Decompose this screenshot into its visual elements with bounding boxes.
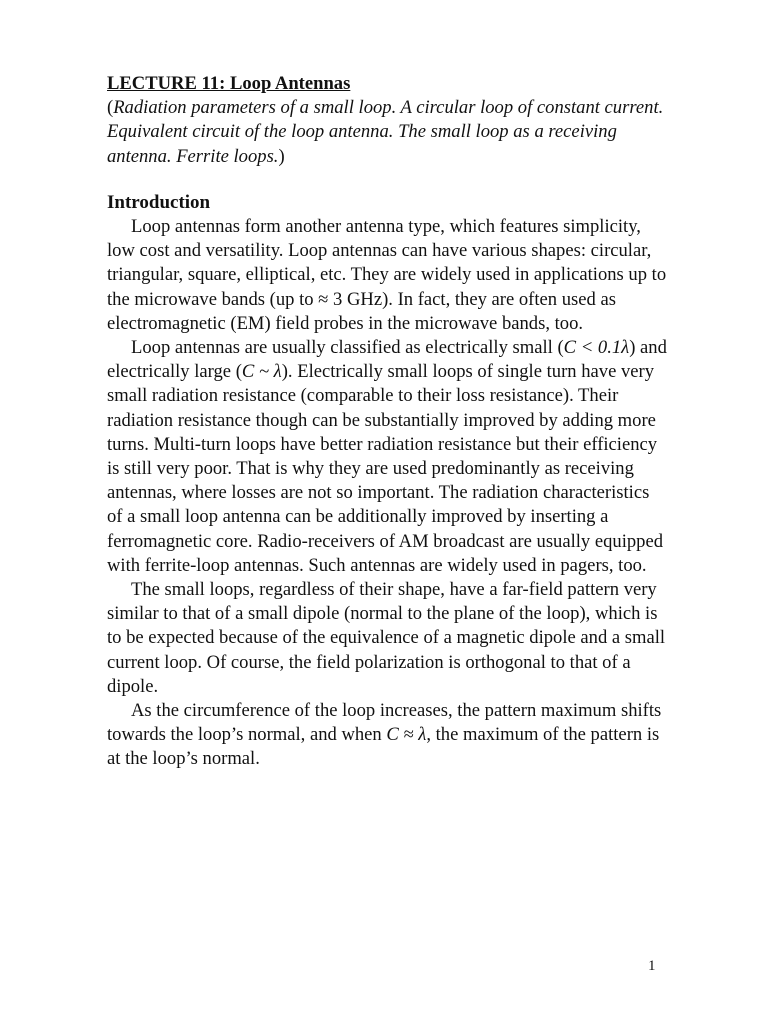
page-number: 1 (648, 958, 656, 974)
paragraph-2-text-c: ). Electrically small loops of single turn have very small radiation resistance (comparable to their loss resistance). Their radiation resistance though can be substantially improved by adding more turns. Multi-turn loops have better radiation resistance but their efficiency is still very poor. That is why they are used predominantly as receiving antennas, where losses are not so important. The radiation characteristics of a small loop antenna can be additionally improved by inserting a ferromagnetic core. Radio-receivers of AM broadcast are usually equipped with ferrite-loop antennas. Such antennas are widely used in pagers, too. (107, 361, 664, 576)
subtitle-close-paren: ) (278, 145, 285, 167)
subtitle-open-paren: ( (107, 97, 114, 119)
paragraph-4-text-b: , the maximum of the pattern is at the loop’s normal. (107, 724, 660, 770)
paragraph-2 (107, 336, 667, 578)
paragraph-3: The small loops, regardless of their shape, have a far-field pattern very similar to that of a small dipole (normal to the plane of the loop), which is to be expected because of the equivalence of a magnetic dipole and a small current loop. Of course, the field polarization is orthogonal to that of a dipole. (107, 579, 666, 697)
paragraph-4 (107, 699, 667, 772)
paragraph-4-text-a: As the circumference of the loop increases, the pattern maximum shifts towards the loop’s normal, and when (107, 700, 662, 746)
math-small-loop-condition: C < 0.1λ (563, 337, 630, 359)
math-circumference-condition: C ≈ λ (386, 724, 427, 746)
math-large-loop-condition: C ~ λ (241, 361, 282, 383)
paragraph-2-text-b: ) and electrically large ( (107, 337, 667, 383)
page-content (107, 72, 667, 772)
paragraph-2-text-a: Loop antennas are usually classified as electrically small ( (131, 337, 564, 359)
lecture-title-line (107, 72, 667, 96)
paragraph-1: Loop antennas form another antenna type, which features simplicity, low cost and versatility. Loop antennas can have various shapes: circular, triangular, square, elliptical, etc. They are widely used in applications up to the microwave bands (up to ≈ 3 GHz). In fact, they are often used as electromagnetic (EM) field probes in the microwave bands, too. (107, 216, 667, 334)
lecture-subtitle (107, 96, 667, 169)
subtitle-text: Radiation parameters of a small loop. A circular loop of constant current. Equivalent circuit of the loop antenna. The small loop as a receiving antenna. Ferrite loops. (107, 97, 664, 167)
section-heading: Introduction (107, 191, 211, 213)
lecture-title: LECTURE 11: Loop Antennas (107, 73, 351, 94)
